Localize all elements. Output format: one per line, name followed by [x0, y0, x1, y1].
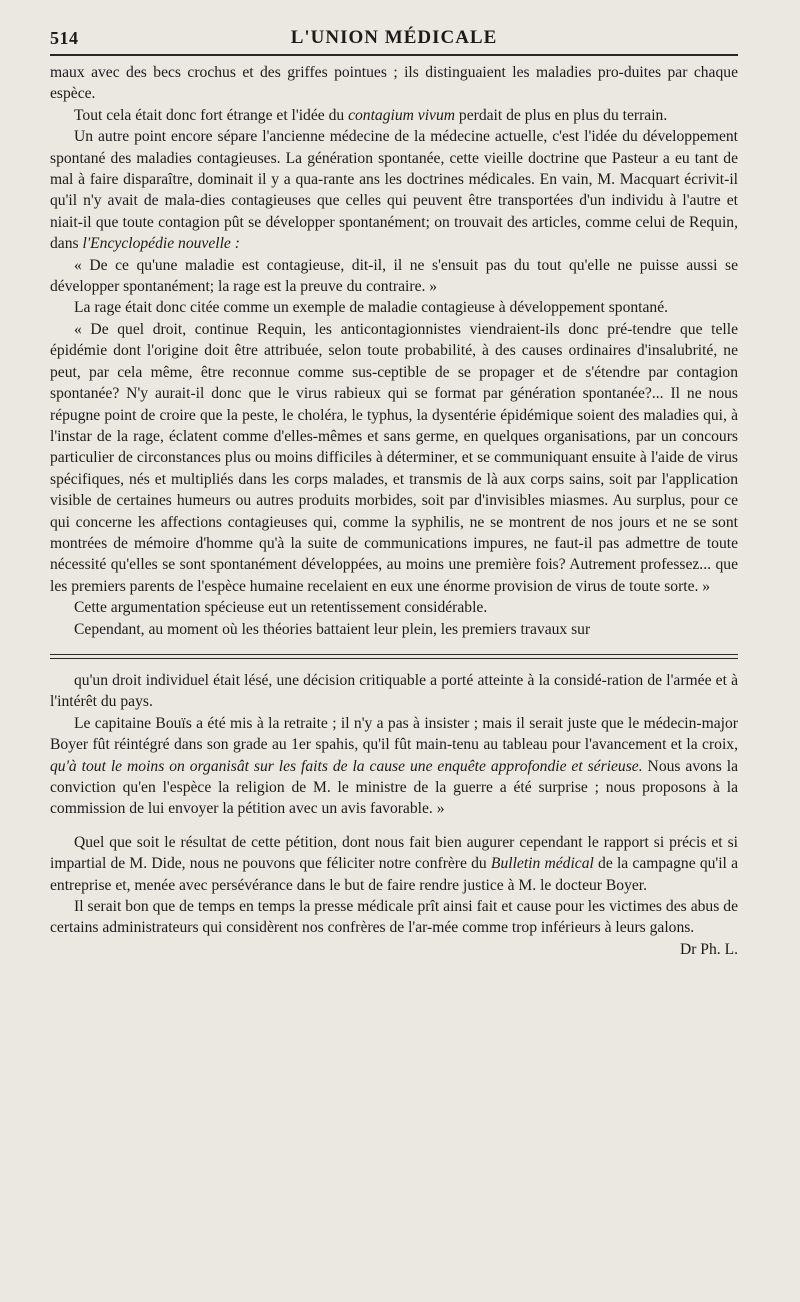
paragraph: [50, 319, 738, 597]
italic-text: qu'à tout le moins on organisât sur les faits de la cause une enquête approfondie et sérieuse.: [50, 757, 643, 775]
text-run: Un autre point encore sépare l'ancienne médecine de la médecine actuelle, c'est l'idée du développement spontané des maladies contagieuses. La génération spontanée, cette vieille doctrine que Pasteur a eu tant de mal à faire disparaître, dominait il y a qua-rante ans les doctrines médicales. En vain, M. Macquart écrivit-il qu'il n'y avait de mala-dies contagieuses que celles qui peuvent être transportées d'un individu à l'autre et niait-il que toute contagion pût se développer spontanément; on trouvait des articles, comme celui de Requin, dans: [50, 128, 738, 253]
paragraph: [50, 297, 738, 318]
italic-text: Bulletin médical: [490, 855, 594, 873]
paragraph: [50, 832, 738, 896]
running-head: [50, 20, 738, 56]
paragraph: [50, 896, 738, 958]
italic-text: l'Encyclopédie nouvelle :: [82, 235, 240, 253]
paragraph: [50, 619, 738, 640]
page-number: 514: [50, 28, 79, 48]
text-run: de la campagne qu'il a entreprise et, menée avec persévérance dans le but de faire rendre justice à M. le docteur Boyer.: [50, 855, 738, 894]
text-run: « De quel droit, continue Requin, les anticontagionnistes viendraient-ils donc pré-tendre que telle épidémie dont l'origine doit être attribuée, selon toute probabilité, à des causes ordinaires d'insalubrité, ne peut, par cela même, être reconnue comme sus-ceptible de se propager et de s'étendre par contagion spontanée? N'y aurait-il donc que le virus rabieux qui se format par génération spontanée?... Il ne nous répugne point de croire que la peste, le choléra, le typhus, la dysentérie épidémique soient des maladies qui, à l'instar de la rage, éclatent comme d'elles-mêmes et sans germe, en quelques organisations, par un concours particulier de circonstances plus ou moins difficiles à déterminer, et se communiquant ensuite à l'aide de virus spécifiques, nés et multipliés dans les corps malades, et transmis de là aux corps sains, soit par l'application visible de certaines humeurs ou autres produits morbides, soit par d'invisibles miasmes. Au surplus, pour ce qui concerne les affections contagieuses qui, comme la syphilis, ne se montrent de nos jours et ne se sont montrées de mémoire d'homme qu'à la suite de communications impures, ne faut-il pas admettre de toute nécessité qu'elles se sont spontanément développées, au moins une première fois? Autrement professez... que les premiers parents de l'espèce humaine recelaient en eux une énorme provision de virus de toute sorte. »: [50, 320, 738, 595]
text-run: Quel que soit le résultat de cette pétition, dont nous fait bien augurer cependant le rapport si précis et si impartial de M. Dide, nous ne pouvons que féliciter notre confrère du: [50, 833, 738, 873]
text-run: maux avec des becs crochus et des griffes pointues ; ils distinguaient les maladies pro-duites par chaque espèce.: [50, 64, 738, 103]
text-run: Cette argumentation spécieuse eut un retentissement considérable.: [74, 599, 488, 617]
paragraph: [50, 105, 738, 126]
journal-title: L'UNION MÉDICALE: [290, 27, 498, 48]
paragraph: [50, 670, 738, 713]
text-run: perdait de plus en plus du terrain.: [455, 106, 668, 124]
author-signature: Dr Ph. L.: [679, 940, 738, 958]
paragraph-gap: [50, 820, 738, 832]
paragraph: [50, 126, 738, 254]
paragraph: [50, 597, 738, 618]
paragraph: [50, 713, 738, 820]
text-run: Tout cela était donc fort étrange et l'idée du: [74, 106, 349, 124]
text-run: « De ce qu'une maladie est contagieuse, dit-il, il ne s'ensuit pas du tout qu'elle ne puisse aussi se développer spontanément; la rage est la preuve du contraire. »: [50, 256, 738, 296]
text-run: qu'un droit individuel était lésé, une décision critiquable a porté atteinte à la considé-ration de l'armée et à l'intérêt du pays.: [50, 671, 738, 711]
text-run: Il serait bon que de temps en temps la presse médicale prît ainsi fait et cause pour les victimes des abus de certains administrateurs qui considèrent nos confrères de l'ar-mée comme trop inférieurs à leurs galons.: [50, 898, 738, 937]
article-text-bottom: [50, 670, 738, 958]
text-run: Le capitaine Bouïs a été mis à la retraite ; il n'y a pas à insister ; mais il serait juste que le médecin-major Boyer fût réintégré dans son grade au 1er spahis, qu'il fût main-tenu au tableau pour l'avancement et la croix,: [50, 714, 738, 754]
text-run: La rage était donc citée comme un exemple de maladie contagieuse à développement spontané.: [74, 299, 669, 317]
italic-text: contagium vivum: [348, 106, 456, 124]
article-text-top: [50, 62, 738, 640]
paragraph: [50, 62, 738, 105]
text-run: Nous avons la conviction qu'en l'espèce la religion de M. le ministre de la guerre a été surprise ; nous proposons à la commission de lui envoyer la pétition avec un avis favorable. »: [50, 757, 738, 818]
text-run: Cependant, au moment où les théories battaient leur plein, les premiers travaux sur: [74, 620, 591, 638]
paragraph: [50, 255, 738, 298]
section-divider: [50, 654, 738, 659]
